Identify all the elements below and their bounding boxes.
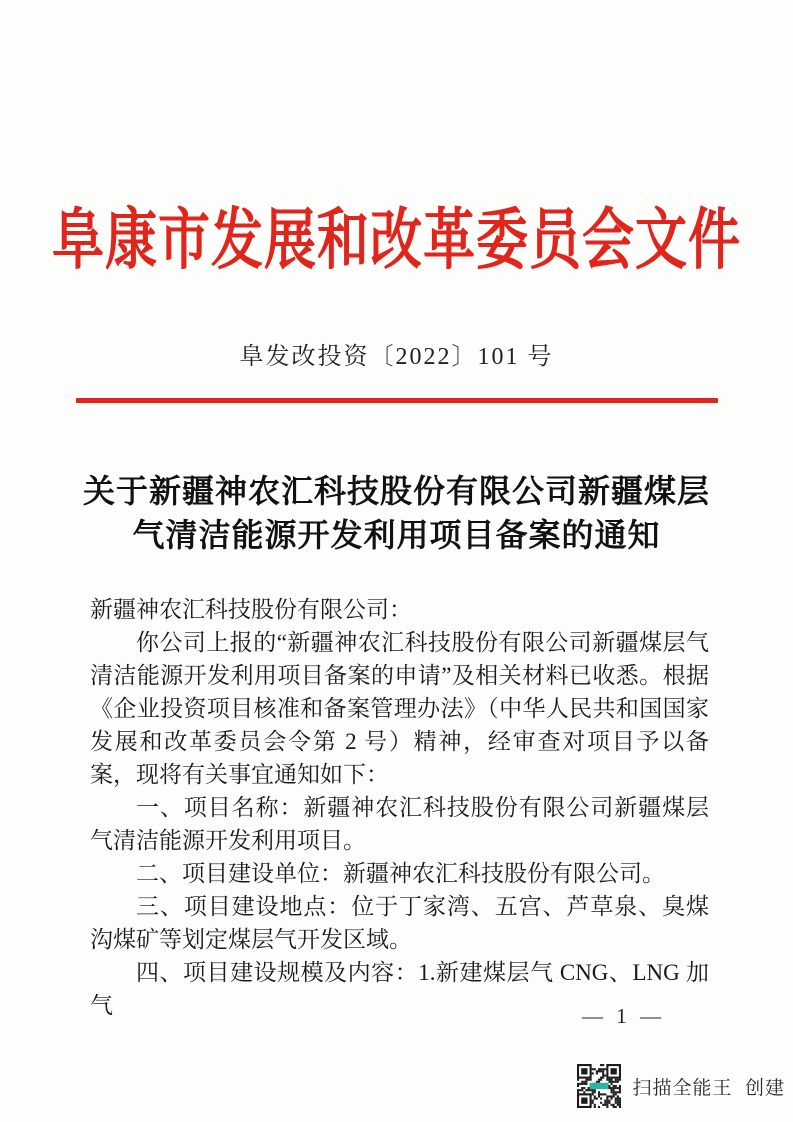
salutation: 新疆神农汇科技股份有限公司： — [90, 597, 412, 622]
paragraph-intro: 你公司上报的“新疆神农汇科技股份有限公司新疆煤层气清洁能源开发利用项目备案的申请”及相关材料已收悉。根据《企业投资项目核准和备案管理办法》（中华人民共和国国家发展和改革委员会令第 2 号）精神，经审查对项目予以备案，现将有关事宜通知如下： — [90, 630, 709, 787]
paragraph-item-1-project-name: 一、项目名称：新疆神农汇科技股份有限公司新疆煤层气清洁能源开发利用项目。 — [90, 795, 709, 853]
document-title-line2: 气清洁能源开发利用项目备案的通知 — [132, 517, 661, 553]
paragraph-item-2-construction-unit: 二、项目建设单位：新疆神农汇科技股份有限公司。 — [136, 861, 665, 886]
paragraph-item-4-scale-content: 四、项目建设规模及内容：1.新建煤层气 CNG、LNG 加气 — [90, 960, 709, 1018]
scanner-watermark — [577, 1064, 785, 1108]
paragraph-item-3-location: 三、项目建设地点：位于丁家湾、五宫、芦草泉、臭煤沟煤矿等划定煤层气开发区域。 — [90, 894, 709, 952]
page-number: — 1 — — [582, 1004, 665, 1028]
document-title-line1: 关于新疆神农汇科技股份有限公司新疆煤层 — [82, 473, 710, 509]
document-title — [0, 469, 793, 557]
document-body — [0, 593, 793, 1022]
qr-code-icon — [577, 1064, 621, 1108]
scanner-watermark-text: 扫描全能王 创建 — [632, 1077, 785, 1099]
letterhead-divider-rule — [76, 398, 718, 403]
letterhead-org-title: 阜康市发展和改革委员会文件 — [51, 204, 741, 278]
letterhead — [0, 196, 793, 288]
document-number: 阜发改投资〔2022〕101 号 — [239, 344, 554, 370]
